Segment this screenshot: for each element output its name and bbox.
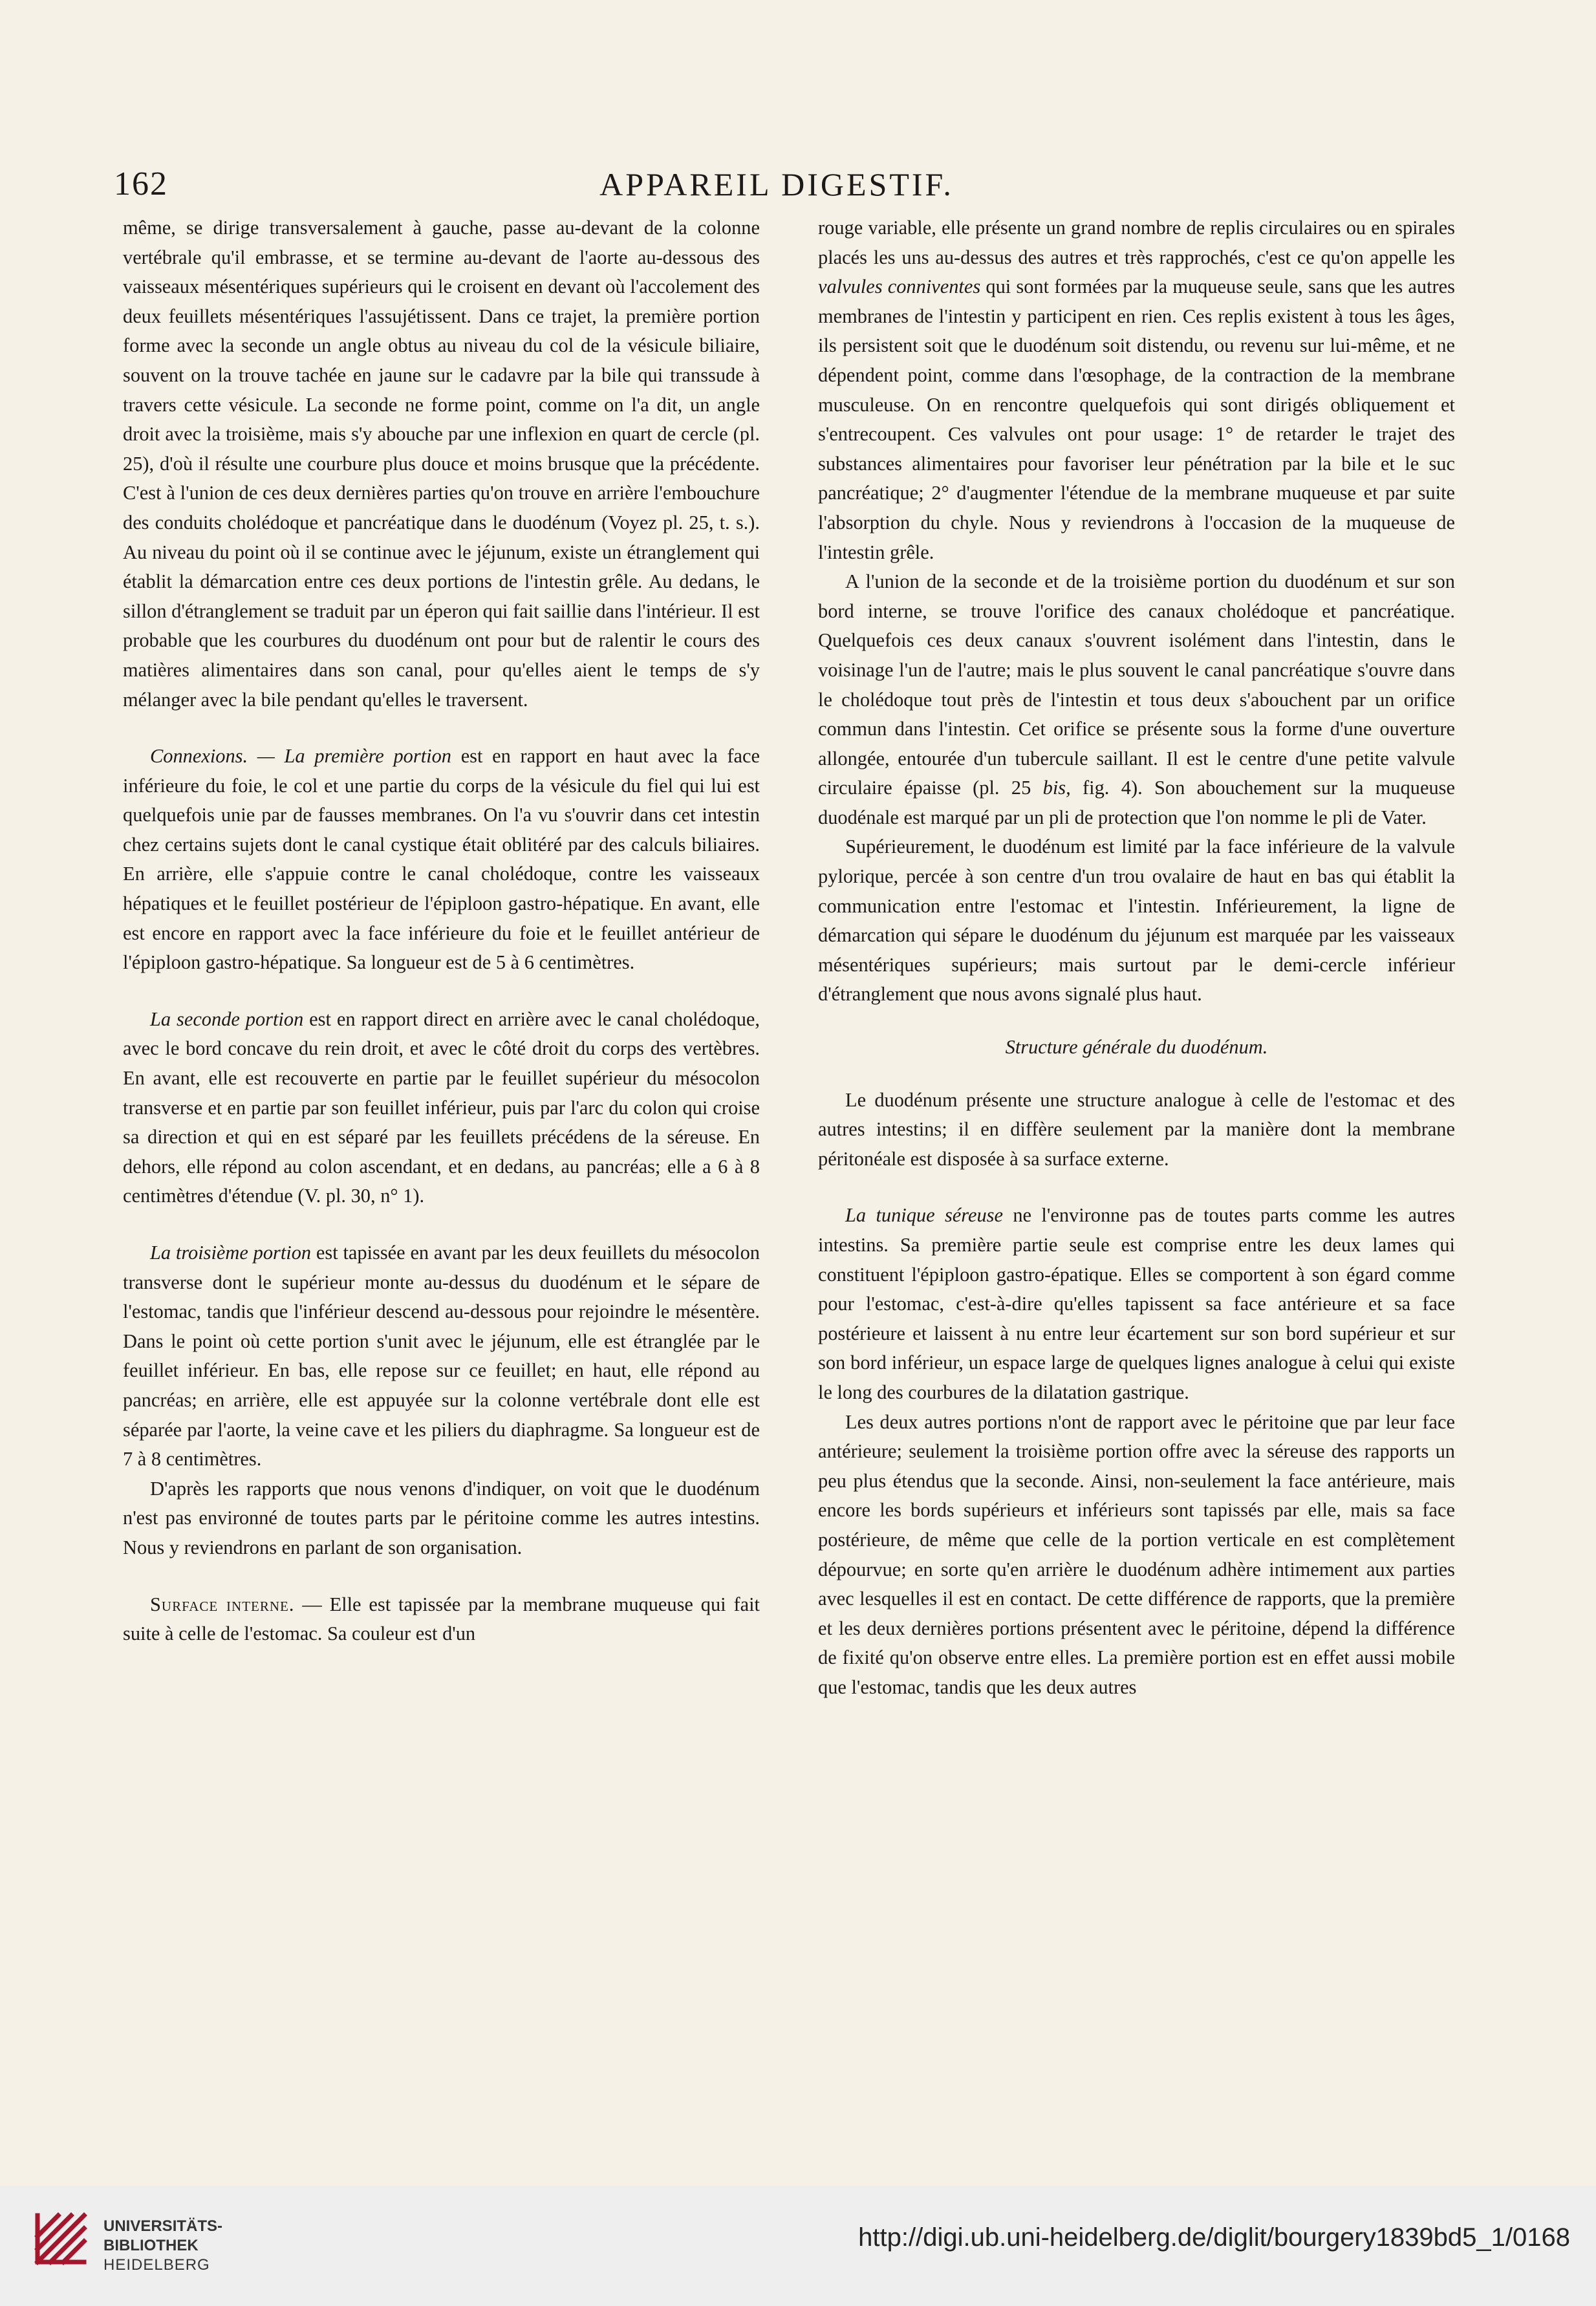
paragraph-text: fig. 4). Son abouchement sur la muqueuse duodénale est marqué par un pli de protection que l'on nomme le pli de Vater. (818, 777, 1455, 828)
library-name-line: HEIDELBERG (103, 2256, 210, 2274)
library-name (103, 2217, 222, 2275)
paragraph: Le duodénum présente une structure analogue à celle de l'estomac et des autres intestins; il en diffère seulement par la manière dont la membrane péritonéale est disposée à sa surface externe. (818, 1088, 1455, 1170)
paragraph-text: — Elle est tapissée par la membrane muqueuse qui fait suite à celle de l'estomac. Sa couleur est d'un (123, 1593, 760, 1645)
paragraph-text: est en rapport direct en arrière avec le canal cholédoque, avec le bord concave du rein droit, et avec le côté droit du corps des vertèbres. En avant, elle est recouverte en partie par le feuillet supérieur du mésocolon transverse et en partie par son feuillet inférieur, puis par l'arc du colon qui croise sa direction et qui en est séparé par les feuillets précédens de la séreuse. En dehors, elle répond au colon ascendant, et en dedans, au pancréas; elle a 6 à 8 centimètres d'étendue (V. pl. 30, n° 1). (123, 1008, 760, 1207)
source-url-link[interactable]: http://digi.ub.uni-heidelberg.de/diglit/bourgery1839bd5_1/0168 (858, 2223, 1570, 2252)
paragraph-text: A l'union de la seconde et de la troisième portion du duodénum et sur son bord interne, se trouve l'orifice des canaux cholédoque et pancréatique. Quelquefois ces deux canaux s'ouvrent isolément dans l'intestin, dans le voisinage l'un de l'autre; mais le plus souvent le canal pancréatique s'ouvre dans le cholédoque tout près de l'intestin et tous deux s'abouchent par un orifice commun dans l'intestin. Cet orifice se présente sous la forme d'une ouverture allongée, entourée d'un tubercule saillant. Il est le centre d'une petite valvule circulaire épaisse (pl. 25 (818, 570, 1455, 799)
paragraph-text: est tapissée en avant par les deux feuillets du mésocolon transverse dont le supérieur monte au-dessus du duodénum et le sépare de l'estomac, tandis que l'inférieur descend au-dessous pour rejoindre le mésentère. Dans le point où cette portion s'unit avec le jéjunum, elle est étranglée par le feuillet inférieur. En bas, elle repose sur ce feuillet; en haut, elle répond au pancréas; en arrière, elle est appuyée sur la colonne vertébrale dont elle est séparée par l'aorte, la veine cave et les piliers du diaphragme. Sa longueur est de 7 à 8 centimètres. (123, 1242, 760, 1471)
emphasis: valvules conniventes (818, 275, 981, 298)
paragraph (818, 567, 1455, 832)
paragraph-text: est en rapport en haut avec la face inférieure du foie, le col et une partie du corps de la vésicule du fiel qui lui est quelquefois unie par de fausses membranes. On l'a vu s'ouvrir dans cet intestin chez certains sujets dont le canal cystique était oblitéré par des calculs biliaires. En arrière, elle s'appuie contre le canal cholédoque, contre les vaisseaux hépatiques et le feuillet postérieur de l'épiploon gastro-hépatique. En avant, elle est encore en rapport avec la face inférieure du foie et le feuillet antérieur de l'épiploon gastro-hépatique. Sa longueur est de 5 à 6 centimètres. (123, 745, 760, 974)
paragraph: même, se dirige transversalement à gauche, passe au-devant de la colonne vertébrale qu'il embrasse, et se termine au-devant de l'aorte au-dessous des vaisseaux mésentériques supérieurs qui le croisent en devant où l'accolement des deux feuillets mésentériques l'assujétissent. Dans ce trajet, la première portion forme avec la seconde un angle obtus au niveau du col de la vésicule biliaire, souvent on la trouve tachée en jaune sur le cadavre par la bile qui transsude à travers cette vésicule. La seconde ne forme point, comme on l'a dit, un angle droit avec la troisième, mais s'y abouche par une inflexion en quart de cercle (pl. 25), d'où il résulte une courbure plus douce et moins brusque que la précédente. C'est à l'union de ces deux dernières parties qu'on trouve en arrière l'embouchure des conduits cholédoque et pancréatique dans le duodénum (Voyez pl. 25, t. s.). Au niveau du point où il se continue avec le jéjunum, existe un étranglement qui établit la démarcation entre ces deux portions de l'intestin grêle. Au dedans, le sillon d'étranglement se traduit par un éperon qui fait saillie dans l'intérieur. Il est probable que les courbures du duodénum ont pour but de ralentir le cours des matières alimentaires dans son canal, pour qu'elles aient le temps de s'y mélanger avec la bile pendant qu'elles le traversent. (123, 217, 760, 711)
section-label: Surface interne. (150, 1593, 295, 1615)
emphasis: bis, (1042, 777, 1071, 799)
paragraph (123, 1590, 760, 1649)
paragraph (818, 1201, 1455, 1407)
paragraph: Les deux autres portions n'ont de rapport avec le péritoine que par leur face antérieure; seulement la troisième portion offre avec la séreuse des rapports un peu plus étendus que la seconde. Ainsi, non-seulement la face antérieure, mais encore les bords supérieurs et inférieurs sont tapissés par elle, mais sa face postérieure, de même que celle de la portion verticale en est complètement dépourvue; en sorte qu'en arrière le duodénum adhère intimement aux parties avec lesquelles il est en contact. De cette différence de rapports, que la première et les deux dernières portions présentent avec le péritoine, dépend la différence de fixité qu'on observe entre elles. La première portion est en effet aussi mobile que l'estomac, tandis que les deux autres (818, 1410, 1455, 1698)
right-text-column (818, 213, 1455, 2056)
running-header (114, 162, 1440, 213)
run-in-label: Connexions. — La première portion (150, 745, 451, 768)
page-number: 162 (114, 166, 168, 202)
run-in-label: La seconde portion (150, 1008, 304, 1030)
paragraph (123, 1005, 760, 1211)
paragraph (123, 1238, 760, 1474)
paragraph-text: rouge variable, elle présente un grand nombre de replis circulaires ou en spirales placés les uns au-dessus des autres et très rapprochés, c'est ce qu'on appelle les (818, 217, 1455, 268)
library-name-line: BIBLIOTHEK (103, 2237, 199, 2254)
paragraph-text: ne l'environne pas de toutes parts comme les autres intestins. Sa première partie seule est comprise entre les deux lames qui constituent l'épiploon gastro-épatique. Elles se comportent à son égard comme pour l'estomac, c'est-à-dire qu'elles tapissent sa face antérieure et sa face postérieure et laissent à nu entre leur écartement sur son bord supérieur et sur son bord inférieur, un espace large de quelques lignes analogue à celui qui existe le long des courbures de la dilatation gastrique. (818, 1204, 1455, 1403)
left-text-column (123, 213, 760, 2056)
paragraph (818, 213, 1455, 567)
library-name-line: UNIVERSITÄTS- (103, 2217, 223, 2235)
run-in-label: La tunique séreuse (845, 1204, 1003, 1227)
run-in-label: La troisième portion (150, 1242, 312, 1264)
paragraph: D'après les rapports que nous venons d'indiquer, on voit que le duodénum n'est pas environné de toutes parts par le péritoine comme les autres intestins. Nous y reviendrons en parlant de son organisation. (123, 1477, 760, 1558)
paragraph-text: qui sont formées par la muqueuse seule, sans que les autres membranes de l'intestin y participent en rien. Ces replis existent à tous les âges, ils persistent soit que le duodénum soit distendu, ou revenu sur lui-même, et ne dépendent point, comme dans l'œsophage, de la contraction de la membrane musculeuse. On en rencontre quelquefois qui sont dirigés obliquement et s'entrecoupent. Ces valvules ont pour usage: 1° de retarder le trajet des substances alimentaires pour favoriser leur pénétration par la bile et le suc pancréatique; 2° d'augmenter l'étendue de la membrane muqueuse et par suite l'absorption du chyle. Nous y reviendrons à l'occasion de la muqueuse de l'intestin grêle. (818, 275, 1455, 563)
section-heading: Structure générale du duodénum. (1005, 1036, 1268, 1059)
paragraph: Supérieurement, le duodénum est limité par la face inférieure de la valvule pylorique, percée à son centre d'un trou ovalaire de haut en bas qui établit la communication entre l'estomac et l'intestin. Inférieurement, la ligne de démarcation qui sépare le duodénum du jéjunum est marquée par les vaisseaux mésentériques supérieurs; mais surtout par le demi-cercle inférieur d'étranglement que nous avons signalé plus haut. (818, 835, 1455, 1006)
running-title: APPAREIL DIGESTIF. (599, 166, 954, 202)
library-logo-icon (31, 2209, 91, 2268)
footer-bar (0, 2186, 1596, 2306)
paragraph (123, 742, 760, 978)
